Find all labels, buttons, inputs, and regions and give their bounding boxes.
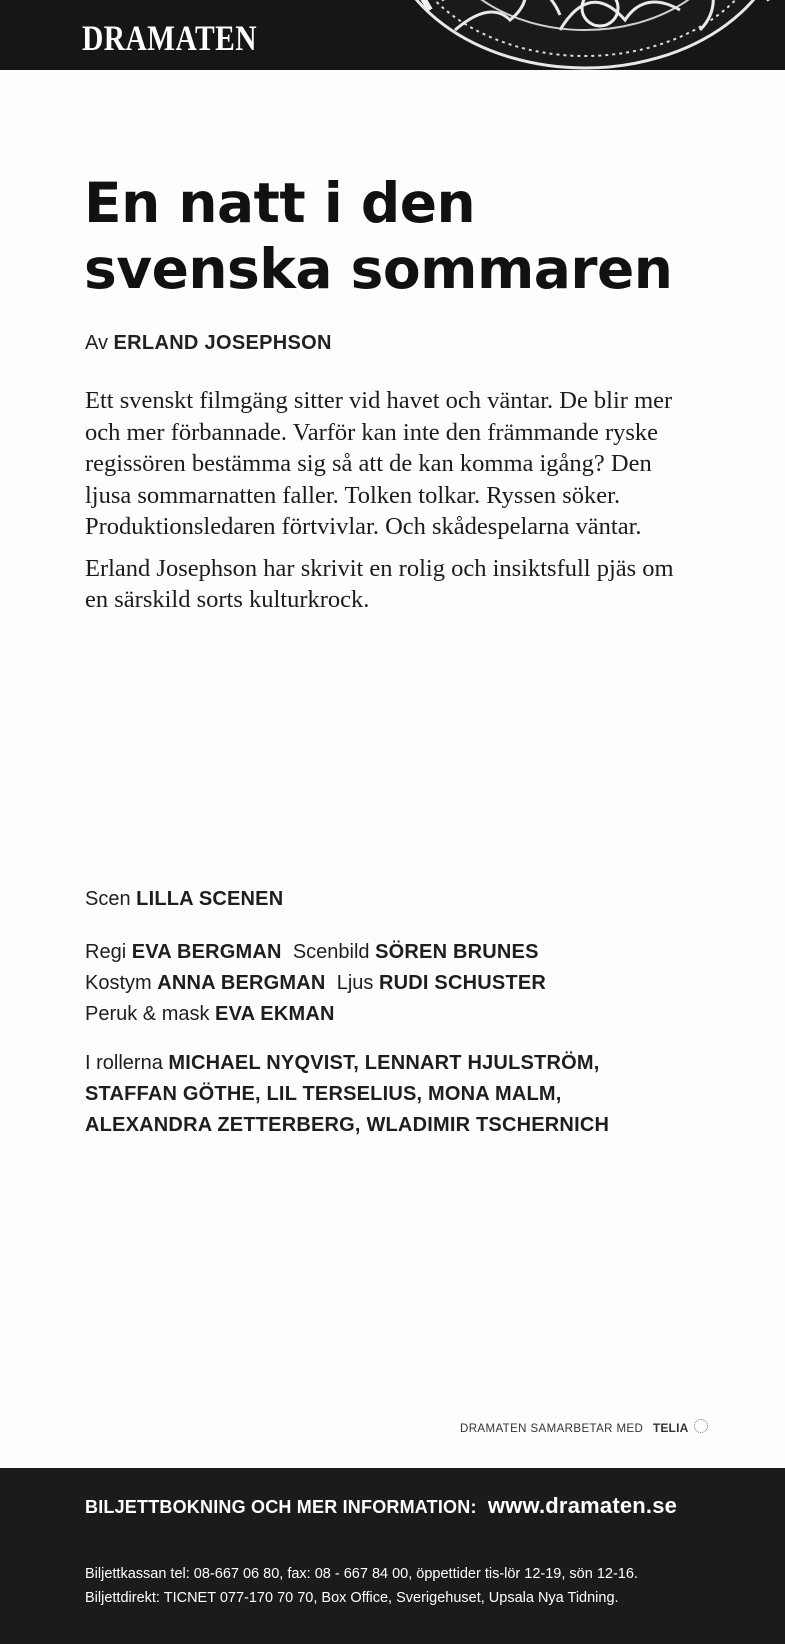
footer-band	[0, 1468, 785, 1644]
credit-label: Kostym	[85, 972, 152, 994]
footer-info-line-1: Biljettkassan tel: 08-667 06 80, fax: 08 - 667 84 00, öppettider tis-lör 12-19, sön 12-16.	[85, 1566, 638, 1582]
play-title	[84, 170, 764, 302]
description-paragraph-1: Ett svenskt filmgäng sitter vid havet och väntar. De blir mer och mer förbannade. Varför kan inte den främmande ryske regissören bestämma sig så att de kan komma igång? Den ljusa sommarnatten faller. Tolken tolkar. Ryssen söker. Produktionsledaren förtvivlar. Och skådespelarna väntar.	[85, 387, 673, 540]
title-line-1: En natt i den	[84, 171, 476, 235]
credit-scen	[85, 884, 745, 915]
description	[85, 385, 685, 626]
footer-headline-text: BILJETTBOKNING OCH MER INFORMATION:	[85, 1497, 477, 1517]
credit-cast-2	[85, 1079, 745, 1110]
title-line-2: svenska sommaren	[84, 237, 673, 301]
cast-names: MICHAEL NYQVIST, LENNART HJULSTRÖM,	[168, 1052, 600, 1074]
credit-value: EVA BERGMAN	[131, 941, 282, 963]
credit-kostym-ljus	[85, 968, 745, 999]
partner-line	[460, 1419, 708, 1435]
credit-label: I rollerna	[85, 1052, 163, 1074]
credit-value: EVA EKMAN	[215, 1003, 335, 1025]
credits-block	[85, 884, 745, 1141]
author-prefix: Av	[85, 332, 108, 354]
credit-value: ANNA BERGMAN	[157, 972, 326, 994]
credit-value: SÖREN BRUNES	[375, 941, 539, 963]
credit-cast-3	[85, 1110, 745, 1141]
credit-label: Peruk & mask	[85, 1003, 210, 1025]
credit-label: Regi	[85, 941, 127, 963]
brand-logo: DRAMATEN	[82, 18, 257, 58]
credit-label: Scenbild	[292, 941, 370, 963]
author-name: ERLAND JOSEPHSON	[113, 332, 332, 354]
website-link[interactable]: www.dramaten.se	[487, 1493, 678, 1518]
author-line	[85, 332, 332, 355]
header-band	[0, 0, 785, 70]
credit-label: Ljus	[336, 972, 374, 994]
cast-names: STAFFAN GÖTHE, LIL TERSELIUS, MONA MALM,	[85, 1083, 562, 1105]
footer-info	[85, 1562, 775, 1610]
partner-text: DRAMATEN SAMARBETAR MED	[460, 1423, 644, 1435]
credit-label: Scen	[85, 888, 131, 910]
credit-value: RUDI SCHUSTER	[378, 972, 547, 994]
telia-mark-icon	[694, 1419, 708, 1433]
cast-names: ALEXANDRA ZETTERBERG, WLADIMIR TSCHERNICH	[85, 1114, 610, 1136]
credit-peruk	[85, 999, 745, 1030]
telia-logo: TELIA	[652, 1421, 689, 1435]
crest-seal-icon	[360, 0, 785, 70]
footer-info-line-2: Biljettdirekt: TICNET 077-170 70 70, Box Office, Sverigehuset, Upsala Nya Tidning.	[85, 1590, 619, 1606]
description-paragraph-2: Erland Josephson har skrivit en rolig och insiktsfull pjäs om en särskild sorts kulturkrock.	[85, 554, 674, 613]
credit-cast-1	[85, 1048, 745, 1079]
footer-headline	[85, 1493, 677, 1519]
credit-value: LILLA SCENEN	[136, 888, 284, 910]
credit-regi-scenbild	[85, 937, 745, 968]
